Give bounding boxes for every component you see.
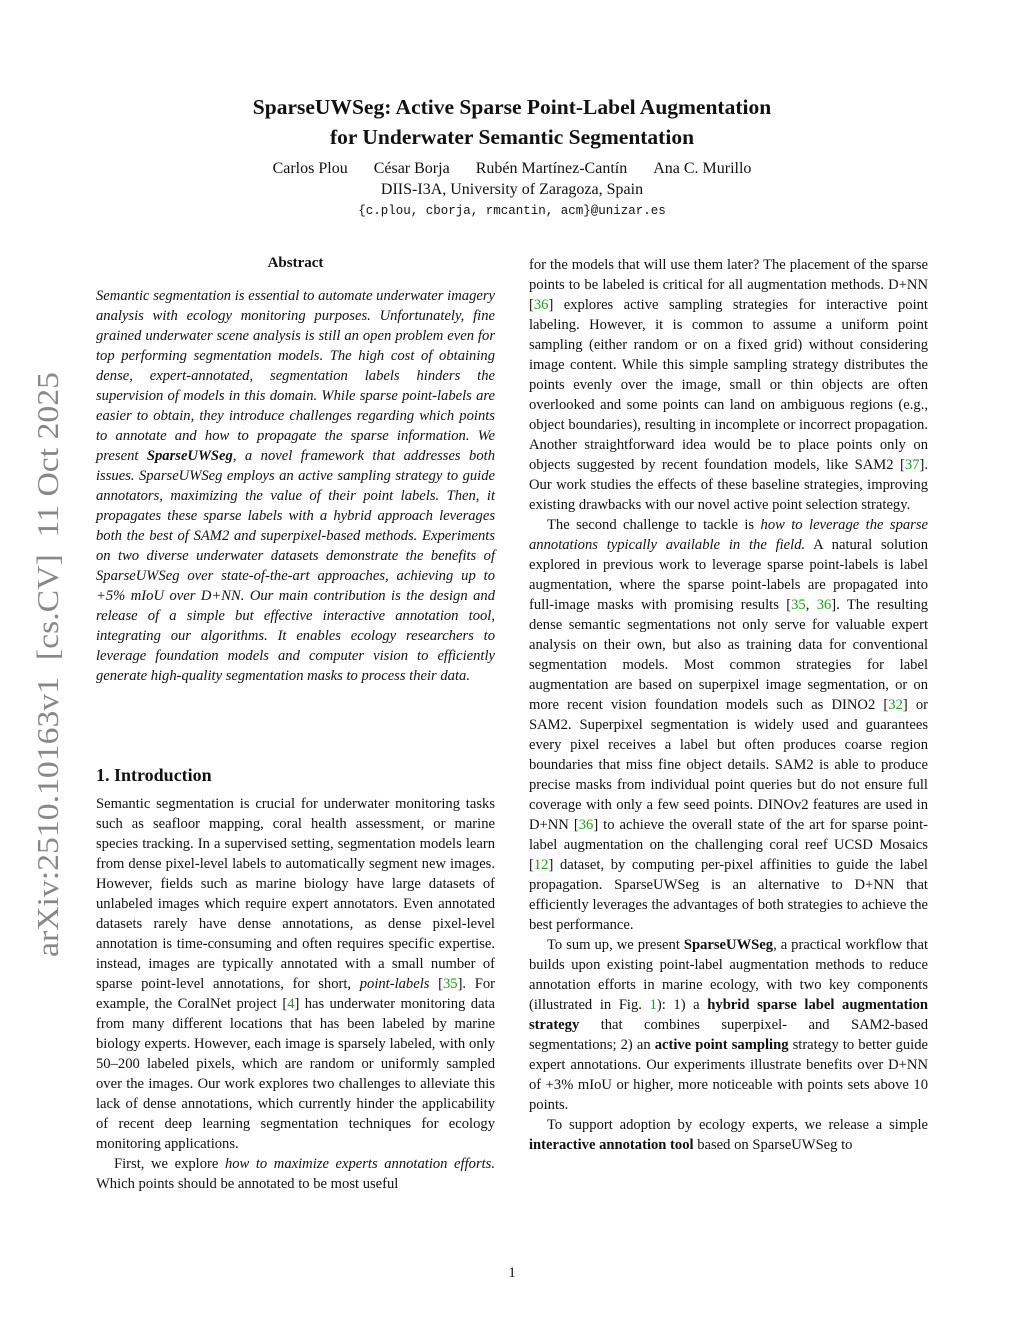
abstract-heading: Abstract (267, 255, 324, 271)
citation-link[interactable]: 36 (816, 597, 832, 613)
body-bold: SparseUWSeg (683, 937, 774, 953)
paper-title (0, 92, 1024, 152)
body-emphasis: how to leverage the sparse annotations typically available in the field. (529, 517, 929, 553)
title-line-2: for Underwater Semantic Segmentation (329, 125, 695, 149)
citation-link[interactable]: 36 (578, 817, 594, 833)
abstract-text-1: Semantic segmentation is essential to automate underwater imagery analysis with ecology monitoring purposes. Unfortunately, fine grained underwater scene analysis is still an open problem even for top performing segmentation models. The high cost of obtaining dense, expert-annotated, segmentation labels hinders the supervision of models in this domain. While sparse point-labels are easier to obtain, they introduce challenges regarding which points to annotate and how to propagate the sparse information. We present (96, 288, 495, 464)
abstract-text-2: , a novel framework that addresses both issues. SparseUWSeg employs an active sampling strategy to guide annotators, maximizing the value of their point labels. Then, it propagates these sparse labels with a hybrid approach leverages both the best of SAM2 and superpixel-based methods. Experiments on two diverse underwater datasets demonstrate the benefits of SparseUWSeg over state-of-the-art approaches, achieving up to +5% mIoU over D+NN. Our main contribution is the design and release of a simple but effective interactive annotation tool, integrating our algorithms. It enables ecology researchers to leverage foundation models and computer vision to efficiently generate high-quality segmentation masks to process their data. (96, 448, 495, 684)
intro-paragraph-2 (96, 1154, 495, 1194)
intro-emphasis: how to maximize experts annotation efforts. (224, 1156, 496, 1172)
intro-text: [ (429, 976, 443, 992)
right-paragraph-2 (529, 515, 928, 935)
intro-text: First, we explore (114, 1156, 225, 1172)
right-paragraph-4 (529, 1115, 928, 1155)
intro-text: Which points should be annotated to be most useful (96, 1176, 399, 1192)
body-bold: hybrid sparse label augmentation strategy (529, 997, 928, 1033)
body-text: A natural solution explored in previous work to leverage sparse point-labels is label augmentation, where the sparse point-labels are propagated into full-image masks with promising results [ (529, 537, 929, 613)
right-paragraph-3 (529, 935, 928, 1115)
affiliation: DIIS-I3A, University of Zaragoza, Spain (380, 181, 644, 198)
intro-left-column (96, 794, 495, 1194)
intro-emphasis: point-labels (359, 976, 430, 992)
body-text: ] dataset, by computing per-pixel affinities to guide the label propagation. SparseUWSeg is an alternative to D+NN that efficiently leverages the advantages of both strategies to achieve the best performance. (529, 857, 928, 933)
body-text: ]. Our work studies the effects of these baseline strategies, improving existing drawbacks with our novel active point selection strategy. (529, 457, 928, 513)
body-text: , (805, 597, 817, 613)
body-text: ): 1) a (656, 997, 708, 1013)
arxiv-stamp (20, 372, 68, 957)
author-list (0, 160, 1024, 178)
right-column (529, 255, 928, 1155)
body-text: based on SparseUWSeg to (693, 1137, 853, 1153)
section-heading-introduction: 1. Introduction (96, 765, 212, 785)
intro-text: Semantic segmentation is crucial for underwater monitoring tasks such as seafloor mapping, coral health assessment, or marine species tracking. In a supervised setting, segmentation models learn from dense pixel-level labels to automatically segment new images. However, fields such as marine biology have large datasets of unlabeled images which require expert annotators. Even annotated datasets rarely have dense annotations, as dense pixel-level annotation is time-consuming and often requires specific expertise. instead, images are typically annotated with a small number of sparse point-level annotations, for short, (96, 796, 495, 992)
intro-text: ]. For example, the CoralNet project [ (96, 976, 495, 1012)
intro-paragraph-1 (96, 794, 495, 1154)
abstract-method-name: SparseUWSeg (146, 448, 233, 464)
body-text: ] to achieve the overall state of the art for sparse point-label augmentation on the challenging coral reef UCSD Mosaics [ (529, 817, 928, 873)
author-emails: {c.plou, cborja, rmcantin, acm}@unizar.es (358, 204, 666, 218)
body-text: for the models that will use them later? The placement of the sparse points to be labeled is critical for all augmentation methods. D+NN [ (529, 257, 928, 313)
body-text: ]. The resulting dense semantic segmentations not only serve for valuable expert analysis on their own, but also as training data for conventional segmentation models. Most common strategies for label augmentation are based on superpixel image segmentation, or on more recent vision foundation models such as DINO2 [ (529, 597, 928, 713)
abstract-body (96, 286, 495, 686)
author-1: Carlos Plou (272, 160, 348, 177)
title-line-1: SparseUWSeg: Active Sparse Point-Label Augmentation (252, 95, 772, 119)
author-3: Rubén Martínez-Cantín (475, 160, 628, 177)
citation-link[interactable]: 35 (791, 597, 806, 613)
body-bold: interactive annotation tool (529, 1137, 694, 1153)
author-4: Ana C. Murillo (653, 160, 752, 177)
body-text: To sum up, we present (547, 937, 684, 953)
citation-link[interactable]: 36 (533, 297, 549, 313)
citation-link[interactable]: 37 (904, 457, 920, 473)
body-bold: active point sampling (654, 1037, 789, 1053)
citation-link[interactable]: 4 (287, 996, 295, 1012)
body-text: ] explores active sampling strategies for interactive point labeling. However, it is common to assume a uniform point sampling (either random or on a fixed grid) without considering image content. While this simple sampling strategy distributes the points evenly over the image, small or thin objects are often overlooked and some points can land on ambiguous regions (e.g., object boundaries), resulting in incomplete or incorrect propagation. Another straightforward idea would be to place points only on objects suggested by recent foundation models, like SAM2 [ (529, 297, 928, 473)
author-2: César Borja (373, 160, 450, 177)
body-text: that combines superpixel- and SAM2-based segmentations; 2) an (529, 1017, 928, 1053)
citation-link[interactable]: 35 (442, 976, 458, 992)
citation-link[interactable]: 12 (533, 857, 549, 873)
right-paragraph-1 (529, 255, 928, 515)
intro-text: ] has underwater monitoring data from many different locations that has been labeled by marine biology experts. However, each image is sparsely labeled, with only 50–200 labeled pixels, which are random or uniformly sampled over the images. Our work explores two challenges to alleviate this lack of dense annotations, which currently hinder the applicability of recent deep learning segmentation techniques for ecology monitoring applications. (96, 996, 495, 1152)
body-text: strategy to better guide expert annotations. Our experiments illustrate benefits over D+NN of +3% mIoU or higher, more noticeable with points sets above 10 points. (529, 1037, 928, 1113)
citation-link[interactable]: 32 (888, 697, 903, 713)
body-text: To support adoption by ecology experts, we release a simple (547, 1117, 928, 1133)
page-number: 1 (508, 1265, 516, 1281)
body-text: The second challenge to tackle is (547, 517, 761, 533)
body-text: , a practical workflow that builds upon existing point-label augmentation methods to reduce annotation efforts in marine ecology, with two key components (illustrated in Fig. (529, 937, 929, 1013)
arxiv-stamp-text: arXiv:2510.10163v1 [cs.CV] 11 Oct 2025 (30, 419, 65, 957)
body-text: ] or SAM2. Superpixel segmentation is widely used and guarantees every pixel receives a label but often produces coarse region boundaries that miss fine object details. SAM2 is able to produce precise masks from individual point queries but do not ensure full coverage with only a few seed points. DINOv2 features are used in D+NN [ (529, 697, 929, 833)
abstract-paragraph (96, 286, 495, 686)
figure-link[interactable]: 1 (649, 997, 657, 1013)
